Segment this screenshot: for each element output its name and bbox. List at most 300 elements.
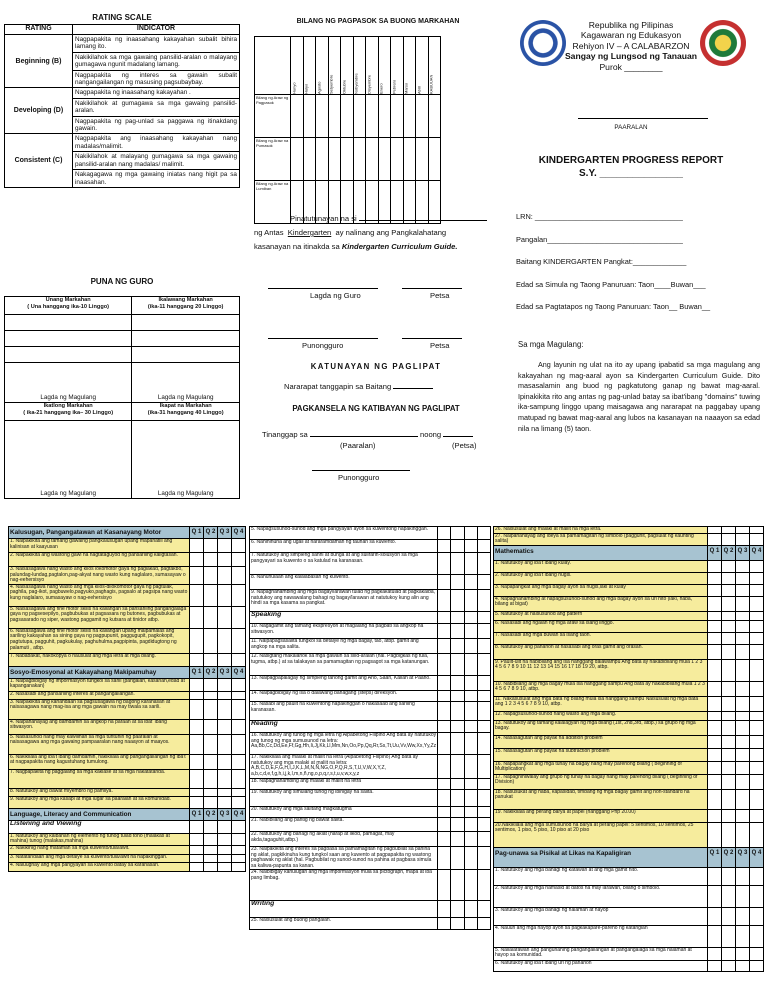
rating-cell[interactable] bbox=[438, 553, 451, 575]
rating-cell[interactable] bbox=[722, 809, 736, 822]
rating-cell[interactable] bbox=[451, 691, 464, 702]
rating-cell[interactable] bbox=[190, 553, 204, 567]
rating-cell[interactable] bbox=[464, 590, 477, 612]
rating-cell[interactable] bbox=[736, 720, 750, 735]
attendance-cell[interactable] bbox=[353, 138, 366, 181]
comment-line[interactable] bbox=[132, 331, 240, 347]
rating-cell[interactable] bbox=[438, 702, 451, 721]
rating-cell[interactable] bbox=[218, 788, 232, 796]
rating-cell[interactable] bbox=[708, 644, 722, 659]
rating-cell[interactable] bbox=[477, 779, 490, 790]
rating-cell[interactable] bbox=[464, 612, 477, 624]
rating-cell[interactable] bbox=[477, 733, 490, 755]
rating-cell[interactable] bbox=[736, 809, 750, 822]
rating-cell[interactable] bbox=[736, 681, 750, 696]
rating-cell[interactable] bbox=[477, 527, 490, 540]
rating-cell[interactable] bbox=[218, 606, 232, 628]
rating-cell[interactable] bbox=[736, 947, 750, 960]
rating-cell[interactable] bbox=[464, 847, 477, 870]
rating-cell[interactable] bbox=[736, 696, 750, 711]
rating-cell[interactable] bbox=[722, 885, 736, 907]
rating-cell[interactable] bbox=[722, 867, 736, 885]
attendance-cell[interactable] bbox=[328, 95, 341, 138]
rating-cell[interactable] bbox=[708, 774, 722, 789]
comment-line[interactable] bbox=[132, 315, 240, 331]
rating-cell[interactable] bbox=[190, 788, 204, 796]
rating-cell[interactable] bbox=[477, 870, 490, 901]
rating-cell[interactable] bbox=[438, 527, 451, 540]
rating-cell[interactable] bbox=[204, 796, 218, 808]
attendance-cell[interactable] bbox=[403, 95, 416, 138]
rating-cell[interactable] bbox=[750, 659, 764, 681]
rating-cell[interactable] bbox=[722, 659, 736, 681]
rating-cell[interactable] bbox=[736, 560, 750, 572]
rating-cell[interactable] bbox=[438, 755, 451, 779]
rating-cell[interactable] bbox=[438, 654, 451, 676]
rating-cell[interactable] bbox=[750, 885, 764, 907]
rating-cell[interactable] bbox=[750, 867, 764, 885]
parent-sign[interactable]: Lagda ng Magulang bbox=[5, 421, 132, 499]
rating-cell[interactable] bbox=[451, 847, 464, 870]
attendance-cell[interactable] bbox=[416, 138, 429, 181]
rating-cell[interactable] bbox=[464, 733, 477, 755]
rating-cell[interactable] bbox=[722, 925, 736, 947]
rating-cell[interactable] bbox=[218, 678, 232, 691]
rating-cell[interactable] bbox=[464, 807, 477, 818]
rating-cell[interactable] bbox=[218, 539, 232, 553]
rating-cell[interactable] bbox=[750, 711, 764, 720]
rating-cell[interactable] bbox=[451, 624, 464, 639]
attendance-cell[interactable] bbox=[303, 138, 316, 181]
rating-cell[interactable] bbox=[477, 691, 490, 702]
rating-cell[interactable] bbox=[232, 862, 246, 871]
rating-cell[interactable] bbox=[736, 584, 750, 596]
rating-cell[interactable] bbox=[477, 832, 490, 847]
attendance-cell[interactable] bbox=[403, 138, 416, 181]
rating-cell[interactable] bbox=[750, 947, 764, 960]
rating-cell[interactable] bbox=[438, 847, 451, 870]
attendance-cell[interactable] bbox=[378, 138, 391, 181]
rating-cell[interactable] bbox=[708, 761, 722, 774]
rating-cell[interactable] bbox=[708, 527, 722, 534]
rating-cell[interactable] bbox=[464, 676, 477, 691]
rating-cell[interactable] bbox=[451, 870, 464, 901]
rating-cell[interactable] bbox=[464, 639, 477, 654]
rating-cell[interactable] bbox=[708, 885, 722, 907]
rating-cell[interactable] bbox=[477, 901, 490, 918]
rating-cell[interactable] bbox=[190, 691, 204, 699]
rating-cell[interactable] bbox=[722, 907, 736, 925]
rating-cell[interactable] bbox=[232, 833, 246, 845]
rating-cell[interactable] bbox=[736, 960, 750, 971]
comment-line[interactable] bbox=[132, 347, 240, 363]
rating-cell[interactable] bbox=[204, 854, 218, 862]
rating-cell[interactable] bbox=[464, 721, 477, 733]
rating-cell[interactable] bbox=[722, 947, 736, 960]
rating-cell[interactable] bbox=[722, 533, 736, 545]
attendance-cell[interactable] bbox=[291, 95, 304, 138]
rating-cell[interactable] bbox=[232, 719, 246, 734]
rating-cell[interactable] bbox=[232, 820, 246, 833]
rating-cell[interactable] bbox=[232, 845, 246, 854]
attendance-cell[interactable] bbox=[341, 95, 354, 138]
rating-cell[interactable] bbox=[722, 681, 736, 696]
attendance-cell[interactable] bbox=[378, 95, 391, 138]
rating-cell[interactable] bbox=[438, 676, 451, 691]
rating-cell[interactable] bbox=[722, 960, 736, 971]
rating-cell[interactable] bbox=[708, 620, 722, 632]
comment-line[interactable] bbox=[5, 347, 132, 363]
rating-cell[interactable] bbox=[218, 862, 232, 871]
rating-cell[interactable] bbox=[232, 734, 246, 754]
rating-cell[interactable] bbox=[232, 584, 246, 606]
rating-cell[interactable] bbox=[708, 947, 722, 960]
rating-cell[interactable] bbox=[438, 590, 451, 612]
rating-cell[interactable] bbox=[190, 678, 204, 691]
rating-cell[interactable] bbox=[190, 699, 204, 719]
rating-cell[interactable] bbox=[438, 540, 451, 553]
rating-cell[interactable] bbox=[190, 567, 204, 585]
rating-cell[interactable] bbox=[750, 681, 764, 696]
rating-cell[interactable] bbox=[708, 572, 722, 584]
rating-cell[interactable] bbox=[438, 624, 451, 639]
rating-cell[interactable] bbox=[204, 699, 218, 719]
rating-cell[interactable] bbox=[750, 789, 764, 809]
rating-cell[interactable] bbox=[204, 862, 218, 871]
rating-cell[interactable] bbox=[722, 748, 736, 761]
rating-cell[interactable] bbox=[451, 818, 464, 832]
comment-line[interactable] bbox=[5, 331, 132, 347]
rating-cell[interactable] bbox=[204, 754, 218, 769]
rating-cell[interactable] bbox=[477, 847, 490, 870]
rating-cell[interactable] bbox=[438, 818, 451, 832]
rating-cell[interactable] bbox=[722, 560, 736, 572]
rating-cell[interactable] bbox=[232, 699, 246, 719]
rating-cell[interactable] bbox=[232, 553, 246, 567]
rating-cell[interactable] bbox=[438, 575, 451, 590]
rating-cell[interactable] bbox=[722, 696, 736, 711]
attendance-cell[interactable] bbox=[341, 138, 354, 181]
rating-cell[interactable] bbox=[218, 553, 232, 567]
rating-cell[interactable] bbox=[750, 527, 764, 534]
rating-cell[interactable] bbox=[232, 754, 246, 769]
rating-cell[interactable] bbox=[204, 553, 218, 567]
rating-cell[interactable] bbox=[722, 720, 736, 735]
rating-cell[interactable] bbox=[736, 822, 750, 847]
rating-cell[interactable] bbox=[451, 575, 464, 590]
rating-cell[interactable] bbox=[464, 702, 477, 721]
comment-line[interactable] bbox=[5, 315, 132, 331]
name-field[interactable]: Pangalan_________________________________ bbox=[516, 234, 683, 244]
rating-cell[interactable] bbox=[722, 789, 736, 809]
attendance-cell[interactable] bbox=[416, 95, 429, 138]
rating-cell[interactable] bbox=[708, 611, 722, 620]
rating-cell[interactable] bbox=[722, 711, 736, 720]
rating-cell[interactable] bbox=[750, 720, 764, 735]
rating-cell[interactable] bbox=[708, 632, 722, 644]
rating-cell[interactable] bbox=[708, 584, 722, 596]
attendance-cell[interactable] bbox=[328, 138, 341, 181]
rating-cell[interactable] bbox=[438, 807, 451, 818]
rating-cell[interactable] bbox=[750, 632, 764, 644]
rating-cell[interactable] bbox=[722, 632, 736, 644]
rating-cell[interactable] bbox=[464, 575, 477, 590]
rating-cell[interactable] bbox=[708, 809, 722, 822]
rating-cell[interactable] bbox=[218, 769, 232, 788]
rating-cell[interactable] bbox=[451, 807, 464, 818]
rating-cell[interactable] bbox=[218, 628, 232, 653]
rating-cell[interactable] bbox=[464, 654, 477, 676]
rating-cell[interactable] bbox=[750, 620, 764, 632]
rating-cell[interactable] bbox=[464, 779, 477, 790]
rating-cell[interactable] bbox=[190, 820, 204, 833]
rating-cell[interactable] bbox=[218, 833, 232, 845]
rating-cell[interactable] bbox=[477, 654, 490, 676]
rating-cell[interactable] bbox=[451, 553, 464, 575]
rating-cell[interactable] bbox=[438, 790, 451, 807]
rating-cell[interactable] bbox=[204, 833, 218, 845]
rating-cell[interactable] bbox=[438, 870, 451, 901]
rating-cell[interactable] bbox=[190, 862, 204, 871]
attendance-cell[interactable] bbox=[303, 95, 316, 138]
rating-cell[interactable] bbox=[190, 628, 204, 653]
rating-cell[interactable] bbox=[438, 918, 451, 930]
rating-cell[interactable] bbox=[190, 719, 204, 734]
rating-cell[interactable] bbox=[204, 820, 218, 833]
rating-cell[interactable] bbox=[722, 761, 736, 774]
rating-cell[interactable] bbox=[218, 854, 232, 862]
rating-cell[interactable] bbox=[218, 567, 232, 585]
rating-cell[interactable] bbox=[451, 702, 464, 721]
rating-cell[interactable] bbox=[708, 711, 722, 720]
rating-cell[interactable] bbox=[736, 907, 750, 925]
rating-cell[interactable] bbox=[204, 769, 218, 788]
rating-cell[interactable] bbox=[204, 691, 218, 699]
rating-cell[interactable] bbox=[722, 822, 736, 847]
rating-cell[interactable] bbox=[232, 796, 246, 808]
rating-cell[interactable] bbox=[736, 596, 750, 611]
rating-cell[interactable] bbox=[736, 774, 750, 789]
rating-cell[interactable] bbox=[750, 774, 764, 789]
rating-cell[interactable] bbox=[708, 533, 722, 545]
rating-cell[interactable] bbox=[232, 678, 246, 691]
rating-cell[interactable] bbox=[477, 807, 490, 818]
rating-cell[interactable] bbox=[438, 779, 451, 790]
age-start-field[interactable]: Edad sa Simula ng Taong Panuruan: Taon____Buwan___ bbox=[516, 279, 706, 289]
rating-cell[interactable] bbox=[190, 833, 204, 845]
rating-cell[interactable] bbox=[736, 533, 750, 545]
attendance-cell[interactable] bbox=[391, 95, 404, 138]
rating-cell[interactable] bbox=[438, 733, 451, 755]
rating-cell[interactable] bbox=[232, 653, 246, 666]
rating-cell[interactable] bbox=[750, 533, 764, 545]
rating-cell[interactable] bbox=[204, 678, 218, 691]
rating-cell[interactable] bbox=[477, 553, 490, 575]
rating-cell[interactable] bbox=[232, 769, 246, 788]
rating-cell[interactable] bbox=[464, 818, 477, 832]
rating-cell[interactable] bbox=[218, 719, 232, 734]
rating-cell[interactable] bbox=[722, 735, 736, 748]
rating-cell[interactable] bbox=[750, 572, 764, 584]
rating-cell[interactable] bbox=[708, 907, 722, 925]
rating-cell[interactable] bbox=[750, 596, 764, 611]
rating-cell[interactable] bbox=[204, 606, 218, 628]
rating-cell[interactable] bbox=[218, 796, 232, 808]
rating-cell[interactable] bbox=[722, 596, 736, 611]
rating-cell[interactable] bbox=[736, 735, 750, 748]
rating-cell[interactable] bbox=[438, 901, 451, 918]
rating-cell[interactable] bbox=[232, 854, 246, 862]
rating-cell[interactable] bbox=[722, 611, 736, 620]
rating-cell[interactable] bbox=[190, 584, 204, 606]
rating-cell[interactable] bbox=[477, 702, 490, 721]
attendance-cell[interactable] bbox=[366, 138, 379, 181]
rating-cell[interactable] bbox=[708, 960, 722, 971]
rating-cell[interactable] bbox=[750, 560, 764, 572]
rating-cell[interactable] bbox=[736, 867, 750, 885]
rating-cell[interactable] bbox=[736, 885, 750, 907]
rating-cell[interactable] bbox=[750, 907, 764, 925]
rating-cell[interactable] bbox=[708, 681, 722, 696]
rating-cell[interactable] bbox=[708, 789, 722, 809]
rating-cell[interactable] bbox=[204, 628, 218, 653]
rating-cell[interactable] bbox=[736, 644, 750, 659]
rating-cell[interactable] bbox=[477, 612, 490, 624]
rating-cell[interactable] bbox=[464, 553, 477, 575]
rating-cell[interactable] bbox=[477, 918, 490, 930]
rating-cell[interactable] bbox=[451, 527, 464, 540]
rating-cell[interactable] bbox=[451, 832, 464, 847]
rating-cell[interactable] bbox=[464, 790, 477, 807]
rating-cell[interactable] bbox=[218, 699, 232, 719]
rating-cell[interactable] bbox=[708, 720, 722, 735]
rating-cell[interactable] bbox=[477, 790, 490, 807]
rating-cell[interactable] bbox=[232, 691, 246, 699]
rating-cell[interactable] bbox=[736, 632, 750, 644]
rating-cell[interactable] bbox=[477, 676, 490, 691]
parent-sign[interactable]: Lagda ng Magulang bbox=[132, 421, 240, 499]
rating-cell[interactable] bbox=[736, 572, 750, 584]
rating-cell[interactable] bbox=[190, 796, 204, 808]
rating-cell[interactable] bbox=[464, 624, 477, 639]
rating-cell[interactable] bbox=[708, 822, 722, 847]
rating-cell[interactable] bbox=[708, 659, 722, 681]
rating-cell[interactable] bbox=[708, 560, 722, 572]
rating-cell[interactable] bbox=[438, 612, 451, 624]
rating-cell[interactable] bbox=[708, 696, 722, 711]
rating-cell[interactable] bbox=[451, 733, 464, 755]
rating-cell[interactable] bbox=[477, 575, 490, 590]
rating-cell[interactable] bbox=[438, 639, 451, 654]
parent-sign[interactable]: Lagda ng Magulang bbox=[5, 363, 132, 403]
rating-cell[interactable] bbox=[464, 901, 477, 918]
rating-cell[interactable] bbox=[750, 761, 764, 774]
rating-cell[interactable] bbox=[204, 653, 218, 666]
rating-cell[interactable] bbox=[708, 596, 722, 611]
attendance-cell[interactable] bbox=[316, 138, 329, 181]
rating-cell[interactable] bbox=[736, 761, 750, 774]
rating-cell[interactable] bbox=[451, 790, 464, 807]
attendance-cell[interactable] bbox=[391, 138, 404, 181]
rating-cell[interactable] bbox=[722, 527, 736, 534]
rating-cell[interactable] bbox=[477, 721, 490, 733]
rating-cell[interactable] bbox=[232, 788, 246, 796]
rating-cell[interactable] bbox=[232, 606, 246, 628]
rating-cell[interactable] bbox=[190, 845, 204, 854]
rating-cell[interactable] bbox=[750, 809, 764, 822]
rating-cell[interactable] bbox=[750, 925, 764, 947]
rating-cell[interactable] bbox=[464, 918, 477, 930]
rating-cell[interactable] bbox=[477, 590, 490, 612]
rating-cell[interactable] bbox=[204, 539, 218, 553]
rating-cell[interactable] bbox=[190, 754, 204, 769]
rating-cell[interactable] bbox=[722, 620, 736, 632]
parent-sign[interactable]: Lagda ng Magulang bbox=[132, 363, 240, 403]
rating-cell[interactable] bbox=[722, 572, 736, 584]
rating-cell[interactable] bbox=[477, 639, 490, 654]
rating-cell[interactable] bbox=[750, 584, 764, 596]
age-end-field[interactable]: Edad sa Pagtatapos ng Taong Panuruan: Taon__ Buwan__ bbox=[516, 302, 711, 311]
rating-cell[interactable] bbox=[438, 691, 451, 702]
rating-cell[interactable] bbox=[464, 755, 477, 779]
lrn-field[interactable]: LRN: ____________________________________ bbox=[516, 212, 683, 221]
rating-cell[interactable] bbox=[451, 676, 464, 691]
rating-cell[interactable] bbox=[438, 832, 451, 847]
rating-cell[interactable] bbox=[218, 754, 232, 769]
rating-cell[interactable] bbox=[218, 691, 232, 699]
rating-cell[interactable] bbox=[218, 845, 232, 854]
rating-cell[interactable] bbox=[204, 719, 218, 734]
rating-cell[interactable] bbox=[477, 540, 490, 553]
rating-cell[interactable] bbox=[190, 769, 204, 788]
rating-cell[interactable] bbox=[218, 820, 232, 833]
rating-cell[interactable] bbox=[736, 748, 750, 761]
rating-cell[interactable] bbox=[464, 832, 477, 847]
rating-cell[interactable] bbox=[204, 788, 218, 796]
rating-cell[interactable] bbox=[464, 691, 477, 702]
rating-cell[interactable] bbox=[204, 734, 218, 754]
rating-cell[interactable] bbox=[190, 653, 204, 666]
rating-cell[interactable] bbox=[451, 590, 464, 612]
attendance-cell[interactable] bbox=[428, 95, 441, 138]
rating-cell[interactable] bbox=[451, 901, 464, 918]
rating-cell[interactable] bbox=[736, 711, 750, 720]
rating-cell[interactable] bbox=[464, 540, 477, 553]
rating-cell[interactable] bbox=[736, 925, 750, 947]
rating-cell[interactable] bbox=[451, 755, 464, 779]
rating-cell[interactable] bbox=[204, 845, 218, 854]
rating-cell[interactable] bbox=[750, 735, 764, 748]
rating-cell[interactable] bbox=[708, 735, 722, 748]
attendance-cell[interactable] bbox=[428, 138, 441, 181]
rating-cell[interactable] bbox=[190, 539, 204, 553]
attendance-cell[interactable] bbox=[291, 138, 304, 181]
rating-cell[interactable] bbox=[736, 611, 750, 620]
rating-cell[interactable] bbox=[204, 584, 218, 606]
attendance-cell[interactable] bbox=[366, 95, 379, 138]
rating-cell[interactable] bbox=[232, 628, 246, 653]
rating-cell[interactable] bbox=[451, 639, 464, 654]
rating-cell[interactable] bbox=[451, 654, 464, 676]
rating-cell[interactable] bbox=[451, 612, 464, 624]
rating-cell[interactable] bbox=[232, 567, 246, 585]
rating-cell[interactable] bbox=[438, 721, 451, 733]
rating-cell[interactable] bbox=[218, 584, 232, 606]
rating-cell[interactable] bbox=[218, 653, 232, 666]
rating-cell[interactable] bbox=[451, 540, 464, 553]
attendance-cell[interactable] bbox=[316, 95, 329, 138]
rating-cell[interactable] bbox=[477, 818, 490, 832]
